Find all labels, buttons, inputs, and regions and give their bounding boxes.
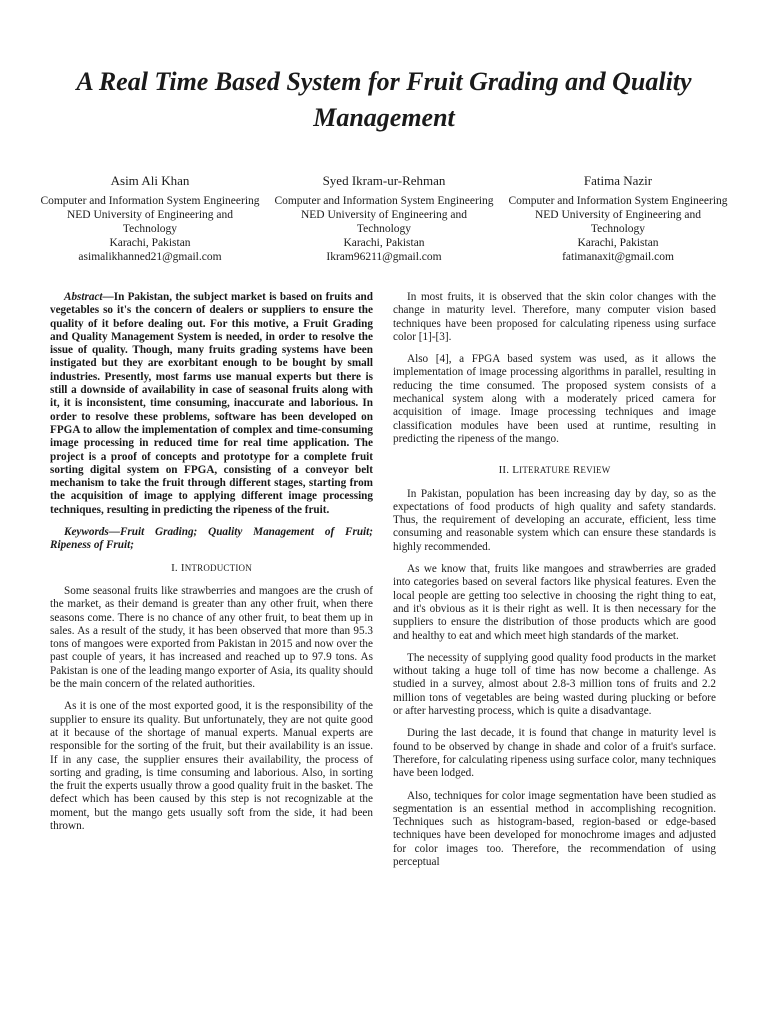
author-name: Fatima Nazir [583, 173, 653, 188]
author-email: fatimanaxit@gmail.com [562, 251, 674, 263]
abstract-text: —In Pakistan, the subject market is based on fruits and vegetables so it's the concern of dealers or suppliers to ensure the quality of it before dealing out. For this motive, a Fruit Grading and Quality Management System is needed, in order to resolve the issue of quality. Though, many fruits grading systems have been instigated but they are exorbitant enough to be bought by small industries. Presently, most farms use manual experts but there is still a downside of availability in case of seasonal fruits along with it, it is inconsistent, time consuming, inaccurate and laborious. In order to resolve these problems, software has been developed on FPGA to allow the implementation of complex and time-consuming image processing in reduced time for real time application. The project is a proof of concepts and prototype for a complete fruit sorting digital system on FPGA, consisting of a conveyor belt mechanism to take the fruit through different stages, starting from the acquisition of image to applying different image processing techniques, resulting in predicting the ripeness of the fruit. [50, 291, 373, 516]
keywords-label: Keywords [64, 526, 109, 539]
paragraph: During the last decade, it is found that change in maturity level is found to be observed by change in shade and color of a fruit's surface. Therefore, for calculating ripeness using surface color, many techniques have been lodged. [393, 727, 716, 780]
author-3 [508, 173, 728, 264]
abstract-label: Abstract [64, 291, 103, 303]
author-city: Karachi, Pakistan [109, 237, 191, 249]
section-title-initial: R [572, 464, 581, 477]
author-university: NED University of Engineering and Technology [300, 209, 468, 235]
author-city: Karachi, Pakistan [577, 237, 659, 249]
section-title-rest: EVIEW [580, 465, 611, 476]
paragraph: As we know that, fruits like mangoes and strawberries are graded into categories based on several factors like physical features. Even the local people are getting too selective in choosing the right thing to eat, and it's obvious as it is their right as well. It is then necessary for the suppliers to ensure the distribution of those products which are good and healthy to eat and which meet high standards of the market. [393, 563, 716, 642]
author-email: asimalikhanned21@gmail.com [78, 251, 222, 263]
left-column [50, 291, 373, 842]
author-city: Karachi, Pakistan [343, 237, 425, 249]
section-title-rest: NTRODUCTION [184, 562, 252, 573]
author-name: Asim Ali Khan [110, 173, 190, 188]
section-number: I. [171, 561, 178, 574]
keywords-text: —Fruit Grading; Quality Management of Fruit; Ripeness of Fruit; [50, 526, 373, 552]
abstract [50, 291, 373, 517]
author-university: NED University of Engineering and Technology [66, 209, 234, 235]
author-department: Computer and Information System Engineering [40, 195, 260, 207]
section-title-initial: L [512, 464, 520, 477]
author-university: NED University of Engineering and Technology [534, 209, 702, 235]
paragraph: Also [4], a FPGA based system was used, as it allows the implementation of image processing algorithms in parallel, resulting in reducing the time consumed. The proposed system consists of a mechanical system along with a moderately priced camera for acquisition of image. Image processing techniques and image classification modules have been used at runtime, resulting in predicting the ripeness of the mango. [393, 353, 716, 445]
paragraph: Also, techniques for color image segmentation have been studied as segmentation is an essential method in accomplishing recognition. Techniques such as histogram-based, region-based or edge-based techniques have been developed for monochrome images and adjusted for color images too. Therefore, the recommendation of using perceptual [393, 789, 716, 868]
section-title-initial: I [180, 561, 185, 574]
author-2 [274, 173, 494, 264]
author-department: Computer and Information System Engineering [274, 195, 494, 207]
section-title-rest: ITERATURE [519, 465, 570, 476]
author-1 [40, 173, 260, 264]
right-column [393, 291, 716, 878]
author-name: Syed Ikram-ur-Rehman [322, 173, 446, 188]
section-heading-literature-review [393, 464, 716, 477]
author-email: Ikram96211@gmail.com [326, 251, 442, 263]
paragraph: The necessity of supplying good quality food products in the market without taking a huge toll of time has now become a challenge. As studied in a survey, almost about 2.8-3 million tons of fruits and 2.2 million tons of vegetables are being wasted during plucking or before or after harvesting process, which is quite a disadvantage. [393, 651, 716, 718]
keywords [50, 526, 373, 553]
paper-title: A Real Time Based System for Fruit Grading and Quality Management [76, 67, 692, 132]
section-number: II. [498, 464, 510, 477]
section-heading-introduction [50, 562, 373, 575]
paragraph: As it is one of the most exported good, it is the responsibility of the supplier to ensure its quality. But unfortunately, they are not quite good at it because of the shortage of manual experts. Manual experts are responsible for the sorting of the fruit, but their availability is an issue. If in any case, the supplier ensures their availability, the process of sorting and grading, is time consuming and laborious. Also, in sorting the fruit the experts usually throw a good quality fruit in the basket. The defect which has been caused by this step is not recognizable at the moment, but the mango gets usually soft from the side, it had been thrown. [50, 700, 373, 832]
author-block [40, 173, 728, 264]
author-department: Computer and Information System Engineering [508, 195, 728, 207]
paragraph: In most fruits, it is observed that the skin color changes with the change in maturity level. Therefore, many computer vision based techniques have been proposed for calculating ripeness using surface color [1]-[3]. [393, 291, 716, 343]
paragraph: In Pakistan, population has been increasing day by day, so as the expectations of food products of high quality and safety standards. Thus, the requirement of developing an accurate, efficient, less time consuming and reasonable system which can ensure these standards is highly recommended. [393, 487, 716, 553]
paragraph: Some seasonal fruits like strawberries and mangoes are the crush of the market, as their demand is greater than any other fruit, when there seasons come. There is no chance of any other fruit, to beat them up in sales. As a result of the study, it has been observed that more than 95.3 tons of mangoes were exported from Pakistan in 2015 and now over the past couple of years, it has increased and reached up to 97.9 tons. As Pakistan is one of the leading mango exporter of Asia, its quality should be the main concern of the related authorities. [50, 584, 373, 691]
